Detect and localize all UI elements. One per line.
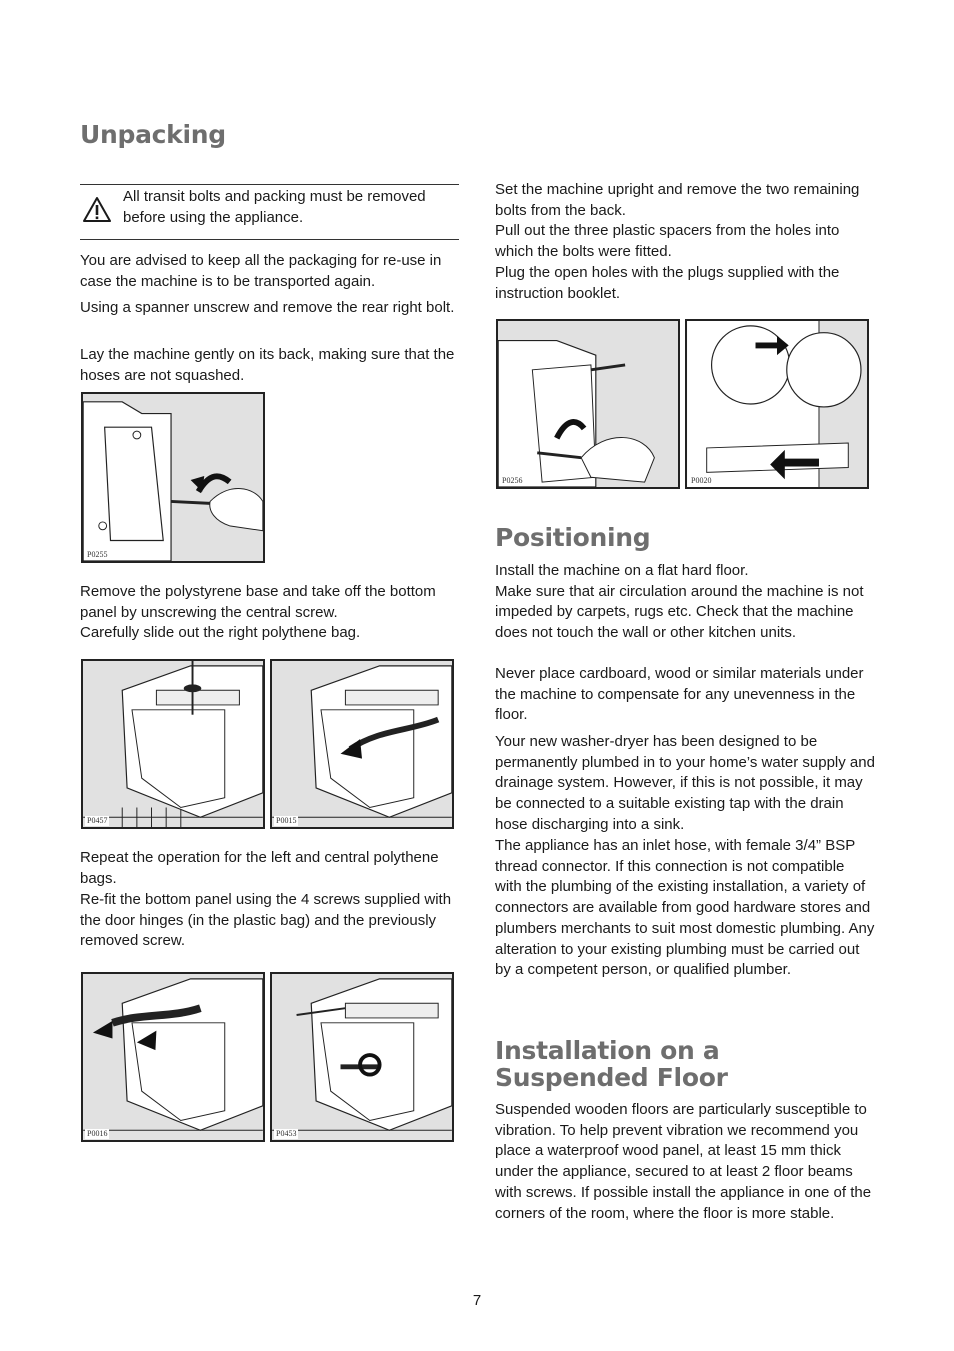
figure-code: P0256 [502, 476, 523, 485]
figure-refit-panel [270, 972, 454, 1142]
paragraph-plumbing: Your new washer-dryer has been designed to be permanently plumbed in to your home’s water supply and drainage system. However, if this is not possible, it may be connected to a suitable existing tap with the drain hose discharging into a sink. [495, 733, 875, 833]
section-title-positioning: Positioning [495, 523, 651, 552]
figure-code: P0255 [87, 550, 108, 559]
paragraph-flat-floor: Install the machine on a flat hard floor. [495, 562, 749, 579]
figure-code: P0016 [87, 1129, 108, 1138]
paragraph-suspended-floors: Suspended wooden floors are particularly susceptible to vibration. To help prevent vibration we recommend you place a waterproof wood panel, at least 15 mm thick under the appliance, secured to at least 2 floor beams with screws. If possible install the appliance in one of the corners of the room, where the floor is more stable. [495, 1101, 872, 1222]
paragraph-air-circulation: Make sure that air circulation around the machine is not impeded by carpets, rugs etc. Check that the machine does not touch the wall or other kitchen units. [495, 582, 864, 641]
paragraph-spanner: Using a spanner unscrew and remove the rear right bolt. [80, 299, 455, 316]
figure-code: P0020 [691, 476, 712, 485]
figure-code: P0457 [87, 816, 108, 825]
paragraph-packaging: You are advised to keep all the packaging for re-use in case the machine is to be transported again. [80, 252, 442, 290]
paragraph-spacers: Pull out the three plastic spacers from the holes into which the bolts were fitted. [495, 222, 840, 260]
warning-bottom-rule [80, 239, 459, 240]
warning-text: All transit bolts and packing must be removed before using the appliance. [123, 188, 426, 226]
figure-left-bags [81, 972, 265, 1142]
section-title-suspended-floor: Installation on a Suspended Floor [495, 1036, 728, 1092]
paragraph-polystyrene: Remove the polystyrene base and take off the bottom panel by unscrewing the central screw. [80, 583, 436, 621]
figure-slide-polythene-bag [270, 659, 454, 829]
paragraph-lay-machine: Lay the machine gently on its back, making sure that the hoses are not squashed. [80, 346, 455, 384]
warning-triangle-icon [83, 196, 111, 223]
figure-rear-bolt [81, 392, 265, 563]
paragraph-refit: Re-fit the bottom panel using the 4 screws supplied with the door hinges (in the plastic bag) and the previously removed screw. [80, 891, 452, 950]
figure-bottom-panel-screw [81, 659, 265, 829]
paragraph-upright: Set the machine upright and remove the two remaining bolts from the back. [495, 181, 860, 219]
figure-code: P0015 [276, 816, 297, 825]
paragraph-plugs: Plug the open holes with the plugs supplied with the instruction booklet. [495, 264, 840, 302]
paragraph-repeat: Repeat the operation for the left and central polythene bags. [80, 849, 439, 887]
paragraph-inlet-hose: The appliance has an inlet hose, with female 3/4” BSP thread connector. If this connection is not compatible with the plumbing of the existing installation, a variety of connectors are available from good hardware stores and plumbers merchants to suit most domestic plumbing. Any alteration to your existing plumbing must be carried out by a competent person, or qualified plumber. [495, 837, 875, 979]
paragraph-polythene-right: Carefully slide out the right polythene bag. [80, 624, 361, 641]
figure-remaining-bolts [496, 319, 680, 489]
paragraph-never-place: Never place cardboard, wood or similar materials under the machine to compensate for any unevenness in the floor. [495, 665, 864, 724]
warning-top-rule [80, 184, 459, 185]
figure-plastic-spacers [685, 319, 869, 489]
section-title-unpacking: Unpacking [80, 120, 226, 149]
page-number: 7 [472, 1292, 482, 1309]
figure-code: P0453 [276, 1129, 297, 1138]
